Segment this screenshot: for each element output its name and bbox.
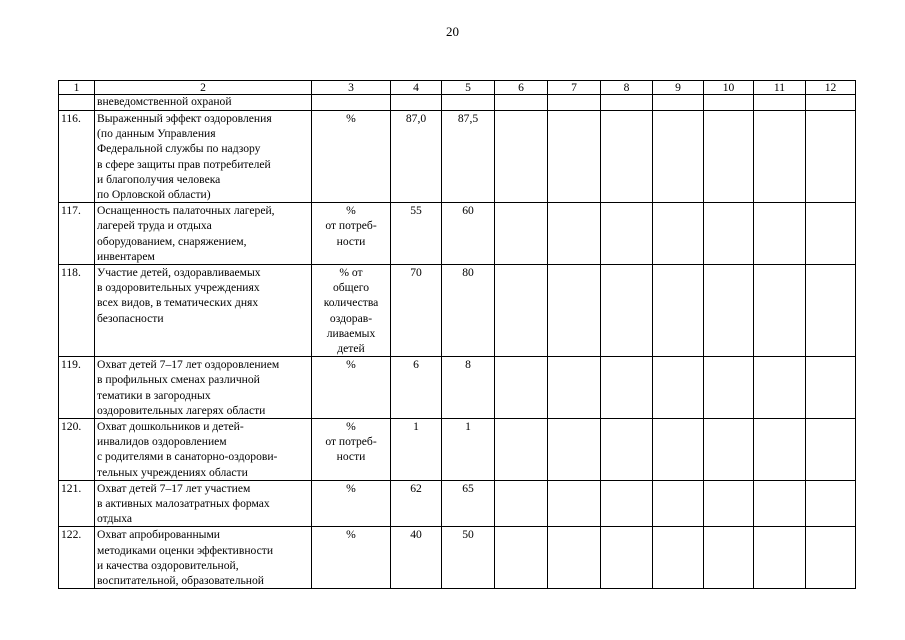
indicator-name	[95, 203, 312, 265]
empty-cell-col-12	[806, 111, 856, 203]
indicator-name	[95, 527, 312, 589]
empty-cell-col-10	[704, 111, 754, 203]
empty-cell-col-12	[806, 419, 856, 481]
column-header-3: 3	[312, 81, 391, 95]
unit-of-measure	[312, 357, 391, 419]
empty-cell-col-10	[704, 480, 754, 527]
empty-cell-col-8	[601, 203, 653, 265]
empty-cell-col-6	[495, 527, 548, 589]
column-header-4: 4	[391, 81, 442, 95]
value-col-5: 87,5	[442, 111, 495, 203]
value-col-5: 80	[442, 265, 495, 357]
unit-line: %	[346, 112, 356, 125]
column-header-9: 9	[653, 81, 704, 95]
row-number: 121.	[59, 480, 95, 527]
row-number: 122.	[59, 527, 95, 589]
empty-cell-col-12	[806, 480, 856, 527]
unit-line: %	[346, 528, 356, 542]
unit-of-measure	[312, 111, 391, 203]
empty-cell-col-6	[495, 203, 548, 265]
value-col-4: 40	[391, 527, 442, 589]
empty-cell-col-11	[754, 527, 806, 589]
row-number: 119.	[59, 357, 95, 419]
header-row	[59, 81, 856, 95]
empty-cell-col-11	[754, 203, 806, 265]
empty-cell-col-7	[548, 527, 601, 589]
empty-cell-col-9	[653, 203, 704, 265]
empty-cell-col-8	[601, 111, 653, 203]
empty-cell-col-11	[754, 265, 806, 357]
empty-cell-col-11	[754, 480, 806, 527]
empty-cell-col-9	[653, 357, 704, 419]
empty-cell-col-8	[601, 527, 653, 589]
continuation-cell	[601, 95, 653, 111]
indicator-line: в сфере защиты прав потребителей	[97, 157, 271, 171]
indicator-line: Федеральной службы по надзору	[97, 142, 261, 156]
empty-cell-col-8	[601, 357, 653, 419]
indicator-line: Выраженный эффект оздоровления	[97, 112, 272, 125]
indicator-line: и благополучия человека	[97, 172, 221, 186]
indicator-line: всех видов, в тематических днях	[97, 296, 259, 310]
unit-of-measure	[312, 480, 391, 527]
indicators-table	[58, 80, 856, 589]
indicator-name	[95, 419, 312, 481]
empty-cell-col-9	[653, 111, 704, 203]
value-col-4: 55	[391, 203, 442, 265]
table-row	[59, 527, 856, 589]
table-row	[59, 419, 856, 481]
continuation-cell	[806, 95, 856, 111]
indicator-line: тельных учреждениях области	[97, 465, 248, 479]
indicator-line: Охват детей 7–17 лет оздоровлением	[97, 358, 280, 372]
empty-cell-col-8	[601, 419, 653, 481]
value-col-4: 6	[391, 357, 442, 419]
empty-cell-col-7	[548, 111, 601, 203]
empty-cell-col-9	[653, 265, 704, 357]
value-col-5: 60	[442, 203, 495, 265]
indicator-line: (по данным Управления	[97, 127, 216, 141]
table-row	[59, 111, 856, 203]
column-header-1: 1	[59, 81, 95, 95]
empty-cell-col-12	[806, 357, 856, 419]
continuation-cell	[442, 95, 495, 111]
unit-line: общего	[332, 281, 370, 295]
unit-of-measure	[312, 203, 391, 265]
empty-cell-col-9	[653, 480, 704, 527]
indicator-line: лагерей труда и отдыха	[97, 219, 212, 233]
unit-line: оздорав-	[329, 311, 373, 325]
unit-line: от потреб-	[325, 219, 377, 233]
empty-cell-col-7	[548, 265, 601, 357]
table-row	[59, 203, 856, 265]
unit-line: детей	[337, 342, 365, 356]
indicator-line: инвалидов оздоровлением	[97, 435, 227, 449]
indicator-line: в активных малозатратных формах	[97, 497, 270, 511]
continuation-cell	[754, 95, 806, 111]
continuation-cell	[495, 95, 548, 111]
empty-cell-col-10	[704, 527, 754, 589]
empty-cell-col-6	[495, 480, 548, 527]
unit-line: % от	[339, 266, 363, 280]
empty-cell-col-7	[548, 357, 601, 419]
table-row	[59, 480, 856, 527]
unit-line: от потреб-	[325, 435, 377, 449]
indicator-line: оборудованием, снаряжением,	[97, 234, 247, 248]
indicator-name	[95, 265, 312, 357]
indicator-line: Оснащенность палаточных лагерей,	[97, 204, 275, 218]
empty-cell-col-11	[754, 357, 806, 419]
indicator-line: Охват дошкольников и детей-	[97, 420, 244, 434]
indicator-name	[95, 357, 312, 419]
indicator-line: безопасности	[97, 311, 164, 325]
unit-line: ливаемых	[326, 326, 376, 340]
empty-cell-col-12	[806, 527, 856, 589]
empty-cell-col-12	[806, 203, 856, 265]
value-col-5: 1	[442, 419, 495, 481]
column-header-5: 5	[442, 81, 495, 95]
value-col-5: 50	[442, 527, 495, 589]
value-col-4: 70	[391, 265, 442, 357]
empty-cell-col-12	[806, 265, 856, 357]
unit-of-measure	[312, 419, 391, 481]
unit-line: ности	[336, 234, 366, 248]
value-col-4: 1	[391, 419, 442, 481]
empty-cell-col-10	[704, 203, 754, 265]
table-row	[59, 265, 856, 357]
column-header-7: 7	[548, 81, 601, 95]
empty-cell-col-7	[548, 419, 601, 481]
indicator-line: Участие детей, оздоравливаемых	[97, 266, 261, 280]
empty-cell-col-6	[495, 419, 548, 481]
continuation-row	[59, 95, 856, 111]
indicator-line: Охват детей 7–17 лет участием	[97, 481, 251, 495]
value-col-4: 87,0	[391, 111, 442, 203]
empty-cell-col-6	[495, 111, 548, 203]
empty-cell-col-6	[495, 357, 548, 419]
row-number: 116.	[59, 111, 95, 203]
column-header-12: 12	[806, 81, 856, 95]
indicator-line: и качества оздоровительной,	[97, 558, 239, 572]
row-number: 117.	[59, 203, 95, 265]
unit-line: %	[346, 420, 356, 434]
unit-line: %	[346, 481, 356, 495]
continuation-cell	[59, 95, 95, 111]
indicator-line: отдыха	[97, 512, 133, 526]
indicator-line: в оздоровительных учреждениях	[97, 281, 260, 295]
unit-of-measure	[312, 527, 391, 589]
unit-line: количества	[323, 296, 379, 310]
empty-cell-col-10	[704, 265, 754, 357]
unit-of-measure	[312, 265, 391, 357]
continuation-cell	[548, 95, 601, 111]
row-number: 118.	[59, 265, 95, 357]
empty-cell-col-9	[653, 419, 704, 481]
value-col-4: 62	[391, 480, 442, 527]
column-header-6: 6	[495, 81, 548, 95]
empty-cell-col-10	[704, 357, 754, 419]
indicator-line: с родителями в санаторно-оздорови-	[97, 450, 278, 464]
continuation-text: вневедомственной охраной	[95, 95, 312, 111]
unit-line: ности	[336, 450, 366, 464]
empty-cell-col-10	[704, 419, 754, 481]
empty-cell-col-8	[601, 480, 653, 527]
unit-line: %	[346, 358, 356, 372]
empty-cell-col-9	[653, 527, 704, 589]
empty-cell-col-7	[548, 480, 601, 527]
value-col-5: 65	[442, 480, 495, 527]
indicator-name	[95, 111, 312, 203]
continuation-cell	[391, 95, 442, 111]
indicator-line: Охват апробированными	[97, 528, 220, 542]
continuation-cell	[704, 95, 754, 111]
column-header-2: 2	[95, 81, 312, 95]
indicator-line: методиками оценки эффективности	[97, 543, 274, 557]
indicator-line: по Орловской области)	[97, 188, 211, 202]
indicator-name	[95, 480, 312, 527]
continuation-cell	[312, 95, 391, 111]
column-header-11: 11	[754, 81, 806, 95]
empty-cell-col-6	[495, 265, 548, 357]
indicator-line: инвентарем	[97, 249, 155, 263]
indicator-line: тематики в загородных	[97, 388, 211, 402]
continuation-cell	[653, 95, 704, 111]
page-number: 20	[446, 24, 459, 39]
indicator-line: воспитательной, образовательной	[97, 574, 264, 588]
empty-cell-col-7	[548, 203, 601, 265]
indicator-line: оздоровительных лагерях области	[97, 403, 266, 417]
empty-cell-col-11	[754, 111, 806, 203]
empty-cell-col-8	[601, 265, 653, 357]
row-number: 120.	[59, 419, 95, 481]
unit-line: %	[346, 204, 356, 218]
indicator-line: в профильных сменах различной	[97, 373, 260, 387]
table-row	[59, 357, 856, 419]
value-col-5: 8	[442, 357, 495, 419]
empty-cell-col-11	[754, 419, 806, 481]
column-header-8: 8	[601, 81, 653, 95]
column-header-10: 10	[704, 81, 754, 95]
